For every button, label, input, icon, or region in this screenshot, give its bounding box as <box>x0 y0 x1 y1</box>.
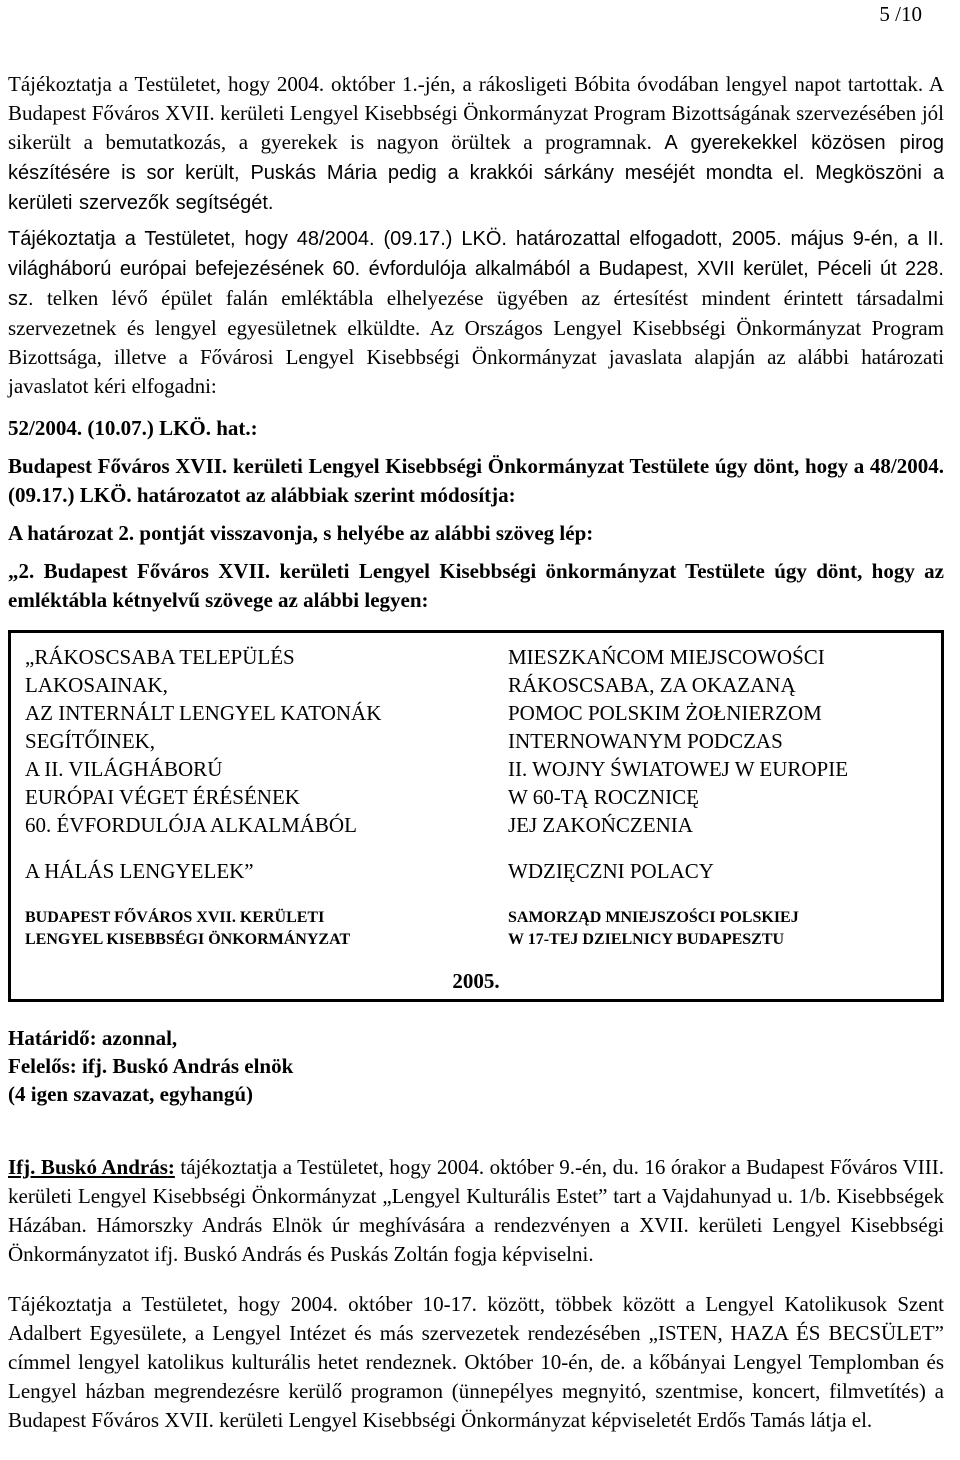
catholic-week-paragraph: Tájékoztatja a Testületet, hogy 2004. október 10-17. között, többek között a Lengyel Katolikusok Szent Adalbert Egyesülete, a Lengyel Intézet és más szervezetek rendezésében „ISTEN, HAZA ÉS BECSÜLET” címmel lengyel katolikus kulturális hetet rendeznek. Október 10-én, de. a kőbányai Lengyel Templomban és Lengyel házban megrendezésre kerülő programon (ünnepélyes megnyitó, szentmise, koncert, filmvetítés) a Budapest Főváros XVII. kerületi Lengyel Kisebbségi Önkormányzat képviseletét Erdős Tamás látja el. <box>8 1292 944 1432</box>
plaque-hungarian-signature: BUDAPEST FŐVÁROS XVII. KERÜLETI LENGYEL KISEBBSÉGI ÖNKORMÁNYZAT <box>25 909 351 948</box>
document-body <box>8 70 944 1456</box>
reporter-colon: : <box>167 1155 175 1179</box>
plaque-report-part2: telken lévő épület falán emléktábla elhelyezése ügyében az értesítést mindent érintett társadalmi szervezetnek és lengyel egyesületnek elküldte. Az Országos Lengyel Kisebbségi Önkormányzat Program Bizottsága, illetve a Fővárosi Lengyel Kisebbségi Önkormányzat javaslata alapján az alábbi határozati javaslatot kéri elfogadni: <box>8 286 944 398</box>
resolution-closing <box>8 1024 944 1108</box>
plaque-polish-signature: SAMORZĄD MNIEJSZOŚCI POLSKIEJ W 17-TEJ DZIELNICY BUDAPESZTU <box>508 909 799 948</box>
plaque-hungarian-column <box>25 643 495 951</box>
responsible-line: Felelős: ifj. Buskó András elnök <box>8 1054 294 1078</box>
intro-text-part1: Tájékoztatja a Testületet, hogy 2004. október 1.-jén, a rákosligeti Bóbita óvodában lengyel napot tartottak. A Budapest Főváros XVII. kerületi Lengyel Kisebbségi Önkormányzat Program Bizottságának szervezésében jól sikerült a bemutatkozás, a gyerekek is nagyon örültek a programnak. <box>8 72 944 154</box>
resolution-body: Budapest Főváros XVII. kerületi Lengyel Kisebbségi Önkormányzat Testülete úgy dönt, hogy a 48/2004. (09.17.) LKÖ. határozatot az alábbiak szerint módosítja: <box>8 454 944 507</box>
resolution-number: 52/2004. (10.07.) LKÖ. hat.: <box>8 416 258 440</box>
plaque-report-part1: Tájékoztatja a Testületet, hogy 48/2004. (09.17.) LKÖ. határozattal elfogadott, 2005. május 9-én, a II. világháború európai befejezésének 60. évfordulója alkalmából a Budapest, XVII kerület, Péceli út 228. sz. <box>8 228 944 310</box>
plaque-polish-thanks: WDZIĘCZNI POLACY <box>508 859 714 883</box>
plaque-hungarian-main: „RÁKOSCSABA TELEPÜLÉS LAKOSAINAK, AZ INTERNÁLT LENGYEL KATONÁK SEGÍTŐINEK, A II. VILÁGHÁBORÚ EURÓPAI VÉGET ÉRÉSÉNEK 60. ÉVFORDULÓJA ALKALMÁBÓL <box>25 645 382 837</box>
resolution-point-2: „2. Budapest Főváros XVII. kerületi Lengyel Kisebbségi önkormányzat Testülete úgy dönt, hogy az emléktábla kétnyelvű szövege az alábbi legyen: <box>8 559 944 612</box>
plaque-polish-main: MIESZKAŃCOM MIEJSCOWOŚCI RÁKOSCSABA, ZA OKAZANĄ POMOC POLSKIM ŻOŁNIERZOM INTERNOWANYM PODCZAS II. WOJNY ŚWIATOWEJ W EUROPIE W 60-TĄ ROCZNICĘ JEJ ZAKOŃCZENIA <box>508 645 849 837</box>
vote-line: (4 igen szavazat, egyhangú) <box>8 1082 253 1106</box>
reporter-name: Ifj. Buskó András <box>8 1155 168 1179</box>
intro-paragraph <box>8 70 944 218</box>
plaque-hungarian-thanks: A HÁLÁS LENGYELEK” <box>25 859 254 883</box>
deadline-line: Határidő: azonnal, <box>8 1026 178 1050</box>
plaque-polish-column <box>508 643 948 951</box>
report-text: tájékoztatja a Testületet, hogy 2004. október 9.-én, du. 16 órakor a Budapest Főváros VIII. kerületi Lengyel Kisebbségi Önkormányzat „Lengyel Kulturális Estet” tart a Vajdahunyad u. 1/b. Kisebbségek Házában. Hámorszky András Elnök úr meghívására a rendezvényen a XVII. kerületi Lengyel Kisebbségi Önkormányzatot ifj. Buskó András és Puskás Zoltán fogja képviselni. <box>8 1155 944 1266</box>
plaque-report-paragraph <box>8 224 944 401</box>
intro-text-part2: A gyerekekkel közösen pirog készítésére is sor került, Puskás Mária pedig a krakkói sárkány meséjét mondta el. Megköszöni a kerületi szervezők segítségét. <box>8 132 944 214</box>
busko-report-paragraph <box>8 1153 944 1269</box>
plaque-text-box <box>8 630 944 1002</box>
page-number: 5 /10 <box>879 2 922 26</box>
plaque-year: 2005. <box>452 969 500 993</box>
resolution-amendment: A határozat 2. pontját visszavonja, s helyébe az alábbi szöveg lép: <box>8 521 594 545</box>
